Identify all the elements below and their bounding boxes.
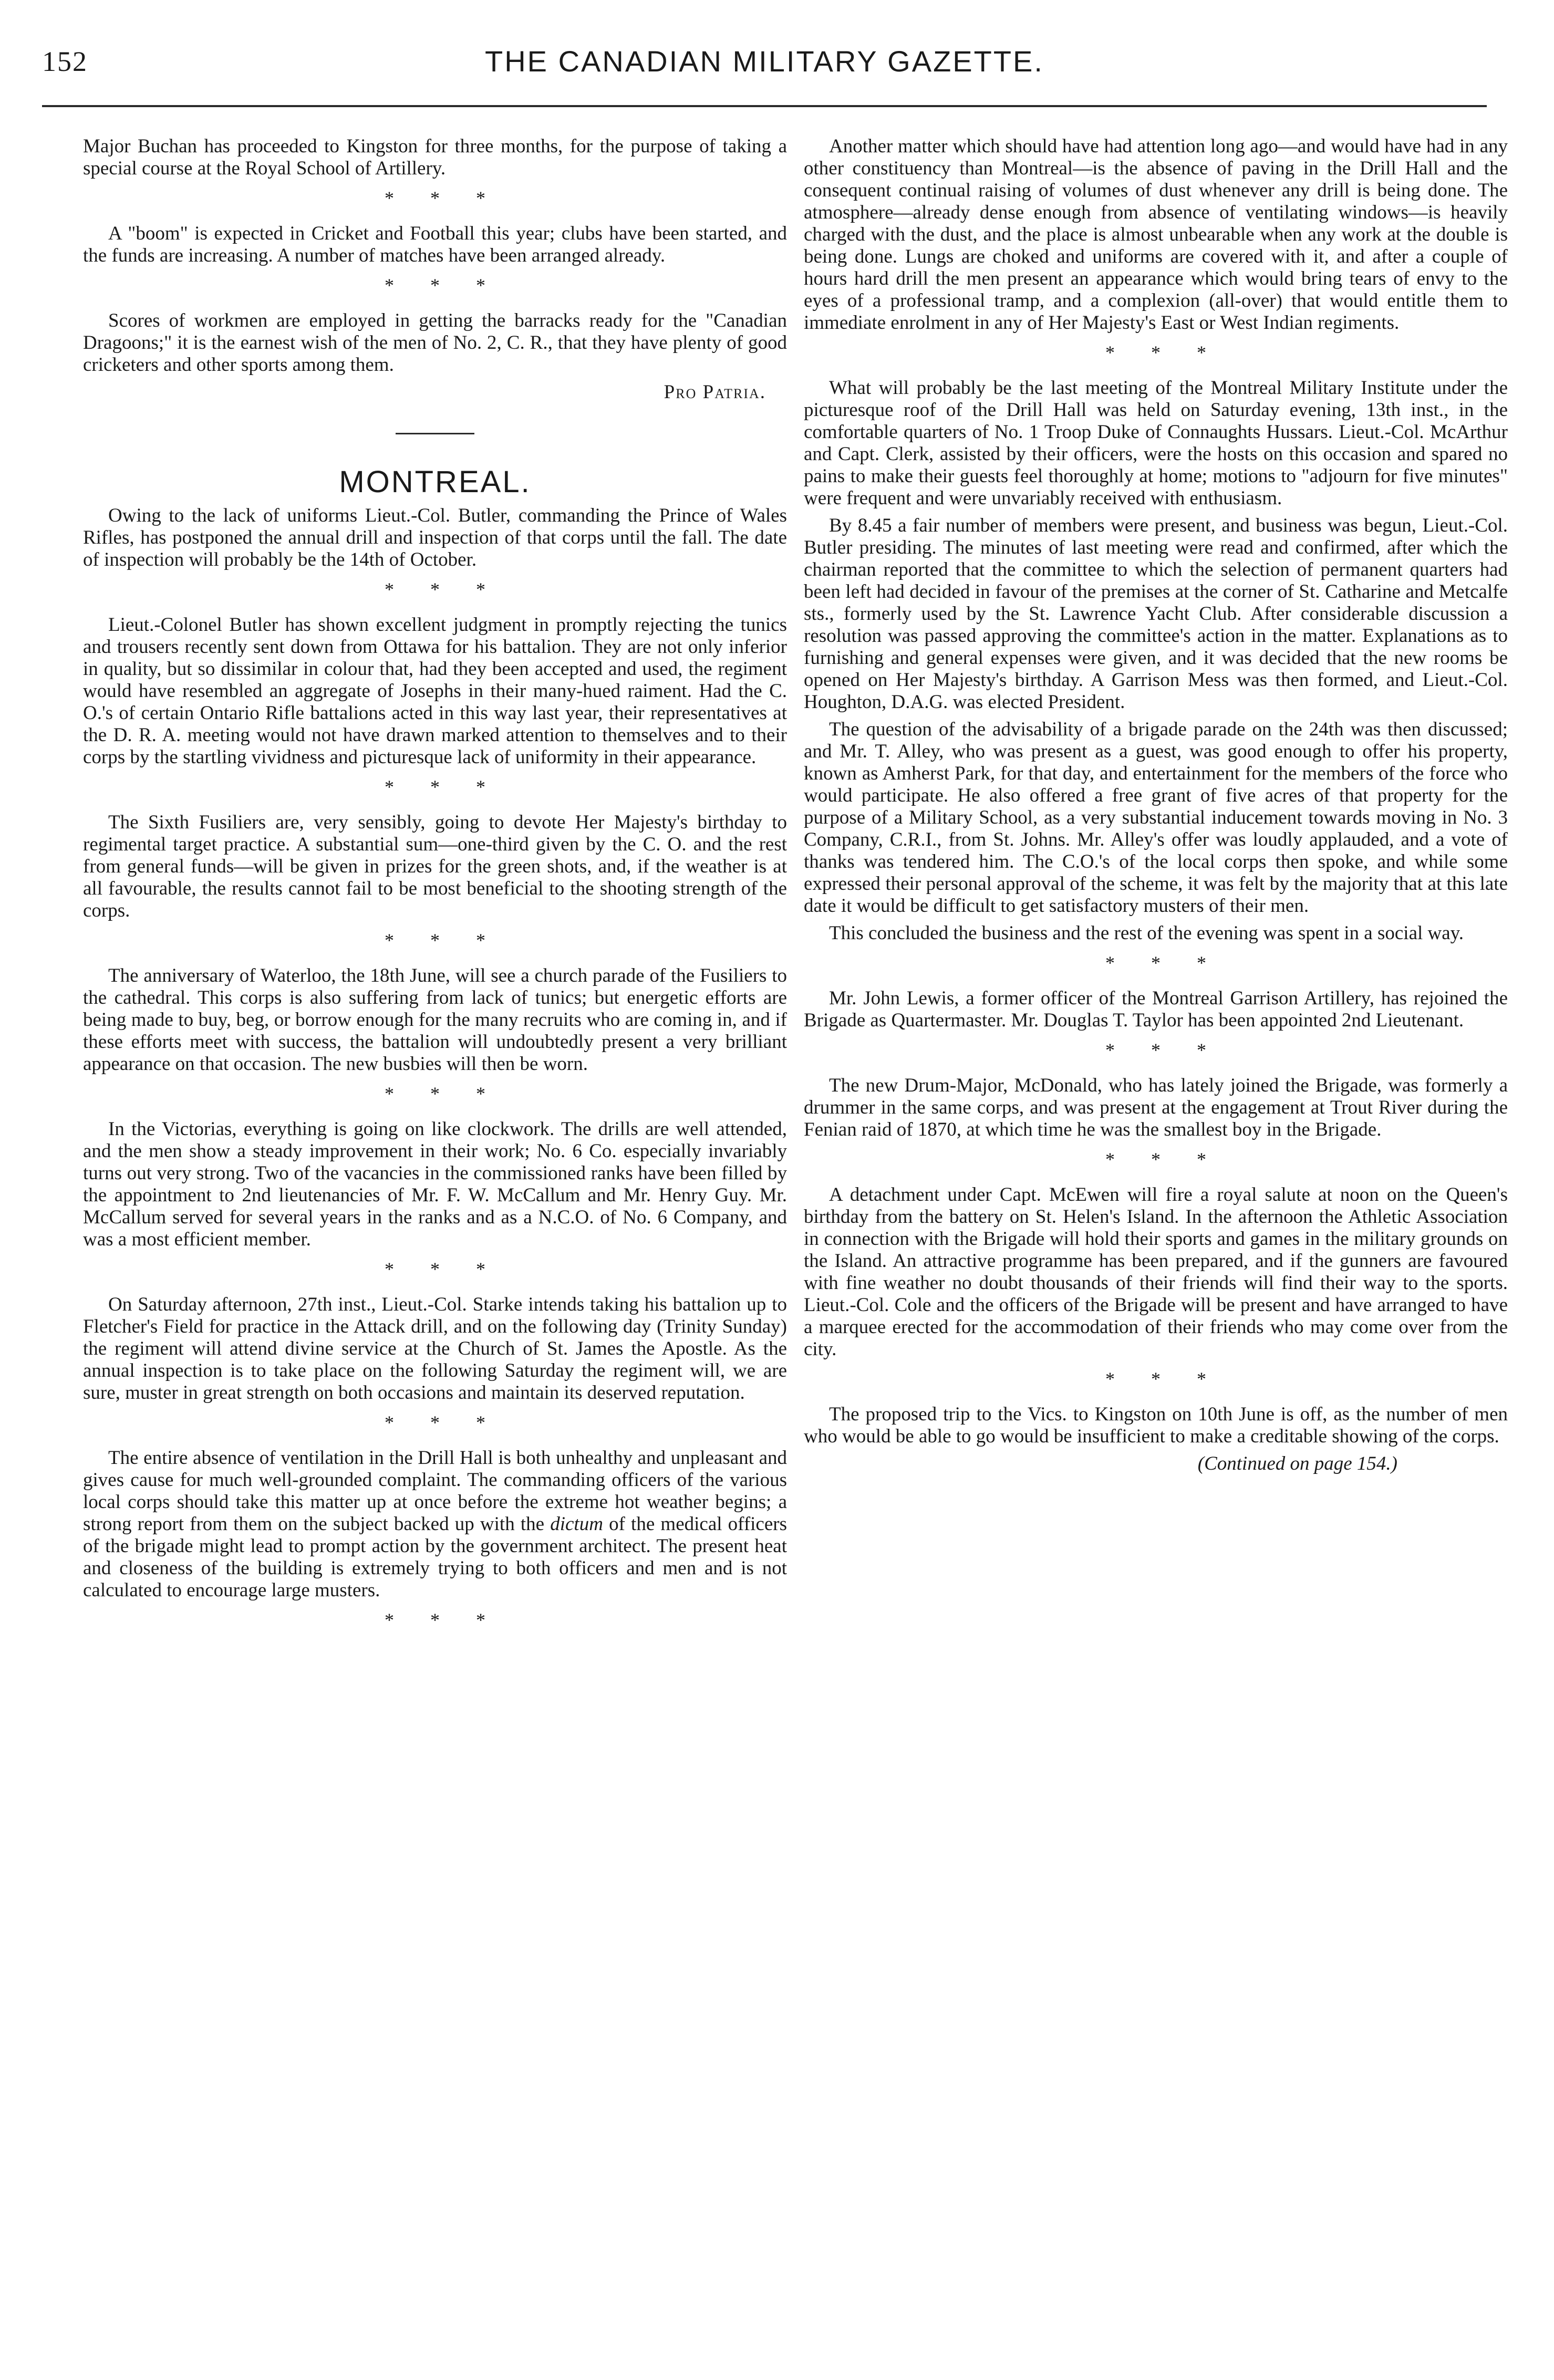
article-paragraph: Scores of workmen are employed in getting the barracks ready for the "Canadian Dragoons;" it is the earnest wish of the men of No. 2, C. R., that they have plenty of good cricketers and other sports among them.	[83, 310, 787, 376]
section-separator: * * *	[1105, 1368, 1206, 1389]
page-number: 152	[42, 46, 88, 77]
section-separator: * * *	[1105, 1149, 1206, 1170]
section-separator: * * *	[385, 188, 485, 209]
article-paragraph: A "boom" is expected in Cricket and Football this year; clubs have been started, and the funds are increasing. A number of matches have been arranged already.	[83, 223, 787, 266]
paragraph-text: of the medical officers of the brigade might lead to prompt action by the government architect. The present heat and closeness of the building is extremely trying to both officers and men and is not calculated to encourage large musters.	[83, 1513, 787, 1601]
article-paragraph: Major Buchan has proceeded to Kingston for three months, for the purpose of taking a special course at the Royal School of Artillery.	[83, 136, 787, 179]
section-separator: * * *	[385, 1259, 485, 1280]
section-separator: * * *	[1105, 952, 1206, 973]
section-heading-montreal: MONTREAL.	[339, 465, 531, 499]
section-separator: * * *	[1105, 342, 1206, 363]
page-header	[42, 30, 1487, 88]
article-paragraph: Another matter which should have had attention long ago—and would have had in any other constituency than Montreal—is the absence of paving in the Drill Hall and the consequent continual raising of volumes of dust whenever any drill is being done. The atmosphere—already dense enough from absence of ventilating windows—is heavily charged with the dust, and the place is almost unbearable when any work at the double is being done. Lungs are choked and uniforms are covered with it, and after a couple of hours hard drill the men present an appearance which would bring tears of envy to the eyes of a professional tramp, and a complexion (all-over) that would entitle them to immediate enrolment in any of Her Majesty's East or West Indian regiments.	[804, 136, 1508, 334]
article-paragraph	[83, 1447, 787, 1602]
article-paragraph: Owing to the lack of uniforms Lieut.-Col. Butler, commanding the Prince of Wales Rifles, has postponed the annual drill and inspection of that corps until the fall. The date of inspection will probably be the 14th of October.	[83, 505, 787, 570]
continued-note: (Continued on page 154.)	[1197, 1453, 1397, 1474]
section-separator: * * *	[385, 1609, 485, 1630]
article-paragraph: Lieut.-Colonel Butler has shown excellent judgment in promptly rejecting the tunics and trousers recently sent down from Ottawa for his battalion. They are not only inferior in quality, but so dissimilar in colour that, had they been accepted and used, the regiment would have resembled an aggregate of Josephs in their many-hued raiment. Had the C. O.'s of certain Ontario Rifle battalions acted in this way last year, their representatives at the D. R. A. meeting would not have drawn marked attention to themselves and to their corps by the startling vividness and picturesque lack of uniformity in their appearance.	[83, 614, 787, 768]
section-separator: * * *	[385, 1412, 485, 1433]
article-paragraph: By 8.45 a fair number of members were present, and business was begun, Lieut.-Col. Butler presiding. The minutes of last meeting were read and confirmed, after which the chairman reported that the committee to which the selection of permanent quarters had been left had decided in favour of the premises at the corner of St. Catharine and Metcalfe sts., formerly used by the St. Lawrence Yacht Club. After considerable discussion a resolution was passed approving the committee's action in the matter. Explanations as to furnishing and general expenses were given, and it was decided that the new rooms be opened on Her Majesty's birthday. A Garrison Mess was then formed, and Lieut.-Col. Houghton, D.A.G. was elected President.	[804, 515, 1508, 713]
article-paragraph: The Sixth Fusiliers are, very sensibly, going to devote Her Majesty's birthday to regimental target practice. A substantial sum—one-third given by the C. O. and the rest from general funds—will be given in prizes for the green shots, and, if the weather is at all favourable, the results cannot fail to be most beneficial to the shooting strength of the corps.	[83, 812, 787, 921]
section-separator: * * *	[385, 1083, 485, 1104]
article-paragraph: The new Drum-Major, McDonald, who has lately joined the Brigade, was formerly a drummer in the same corps, and was present at the engagement at Trout River during the Fenian raid of 1870, at which time he was the smallest boy in the Brigade.	[804, 1075, 1508, 1140]
section-separator: * * *	[385, 776, 485, 797]
article-paragraph: Mr. John Lewis, a former officer of the Montreal Garrison Artillery, has rejoined the Brigade as Quartermaster. Mr. Douglas T. Taylor has been appointed 2nd Lieutenant.	[804, 988, 1508, 1031]
article-paragraph: The anniversary of Waterloo, the 18th June, will see a church parade of the Fusiliers to the cathedral. This corps is also suffering from lack of tunics; but energetic efforts are being made to buy, beg, or borrow enough for the many recruits who are coming in, and if these efforts meet with success, the battalion will undoubtedly present a very brilliant appearance on that occasion. The new busbies will then be worn.	[83, 965, 787, 1075]
section-separator: * * *	[385, 275, 485, 296]
section-separator: * * *	[1105, 1040, 1206, 1061]
right-column	[804, 136, 1508, 2357]
article-paragraph: In the Victorias, everything is going on like clockwork. The drills are well attended, and the men show a steady improvement in their work; No. 6 Co. especially invariably turns out very strong. Two of the vacancies in the commissioned ranks have been filled by the appointment to 2nd lieutenancies of Mr. F. W. McCallum and Mr. Henry Guy. Mr. McCallum served for several years in the ranks and as a N.C.O. of No. 6 Company, and was a most efficient member.	[83, 1118, 787, 1250]
article-paragraph: A detachment under Capt. McEwen will fire a royal salute at noon on the Queen's birthday from the battery on St. Helen's Island. In the afternoon the Athletic Association in connection with the Brigade will hold their sports and games in the military grounds on the Island. An attractive programme has been prepared, and if the gunners are favoured with fine weather no doubt thousands of their friends will find their way to the sports. Lieut.-Col. Cole and the officers of the Brigade will be present and have arranged to have a marquee erected for the accommodation of their friends who may come over from the city.	[804, 1184, 1508, 1360]
article-paragraph: On Saturday afternoon, 27th inst., Lieut.-Col. Starke intends taking his battalion up to Fletcher's Field for practice in the Attack drill, and on the following day (Trinity Sunday) the regiment will attend divine service at the Church of St. James the Apostle. As the annual inspection is to take place on the following Saturday the regiment will, we are sure, muster in great strength on both occasions and maintain its deserved reputation.	[83, 1294, 787, 1404]
section-separator: * * *	[385, 930, 485, 951]
signature: Pro Patria.	[664, 381, 766, 403]
left-column	[83, 136, 787, 2357]
short-divider	[396, 433, 474, 434]
article-paragraph: What will probably be the last meeting of the Montreal Military Institute under the picturesque roof of the Drill Hall was held on Saturday evening, 13th inst., in the comfortable quarters of No. 1 Troop Duke of Connaughts Hussars. Lieut.-Col. McArthur and Capt. Clerk, assisted by their officers, were the hosts on this occasion and spared no pains to make their guests feel thoroughly at home; motions to "adjourn for five minutes" were frequent and were unvariably received with enthusiasm.	[804, 377, 1508, 509]
italic-word: dictum	[550, 1513, 603, 1535]
article-paragraph: The proposed trip to the Vics. to Kingston on 10th June is off, as the number of men who would be able to go would be insufficient to make a creditable showing of the corps.	[804, 1404, 1508, 1447]
newspaper-title: THE CANADIAN MILITARY GAZETTE.	[485, 45, 1044, 78]
article-paragraph: This concluded the business and the rest of the evening was spent in a social way.	[829, 922, 1464, 944]
paragraph-text: The entire absence of ventilation in the Drill Hall is both unhealthy and unpleasant and gives cause for much well-grounded complaint. The commanding officers of the various local corps should take this matter up at once before the extreme hot weather begins; a strong report from them on the subject backed up with the	[83, 1447, 787, 1535]
article-paragraph: The question of the advisability of a brigade parade on the 24th was then discussed; and Mr. T. Alley, who was present as a guest, was good enough to offer his property, known as Amherst Park, for that day, and entertainment for the members of the force who would participate. He also offered a free grant of five acres of that property for the purpose of a Military School, as a very substantial inducement towards moving in No. 3 Company, C.R.I., from St. Johns. Mr. Alley's offer was loudly applauded, and a vote of thanks was tendered him. The C.O.'s of the local corps then spoke, and while some expressed their personal approval of the scheme, it was felt by the majority that at this late date it would be difficult to get satisfactory musters of their men.	[804, 719, 1508, 917]
header-rule	[42, 105, 1487, 107]
section-separator: * * *	[385, 579, 485, 600]
